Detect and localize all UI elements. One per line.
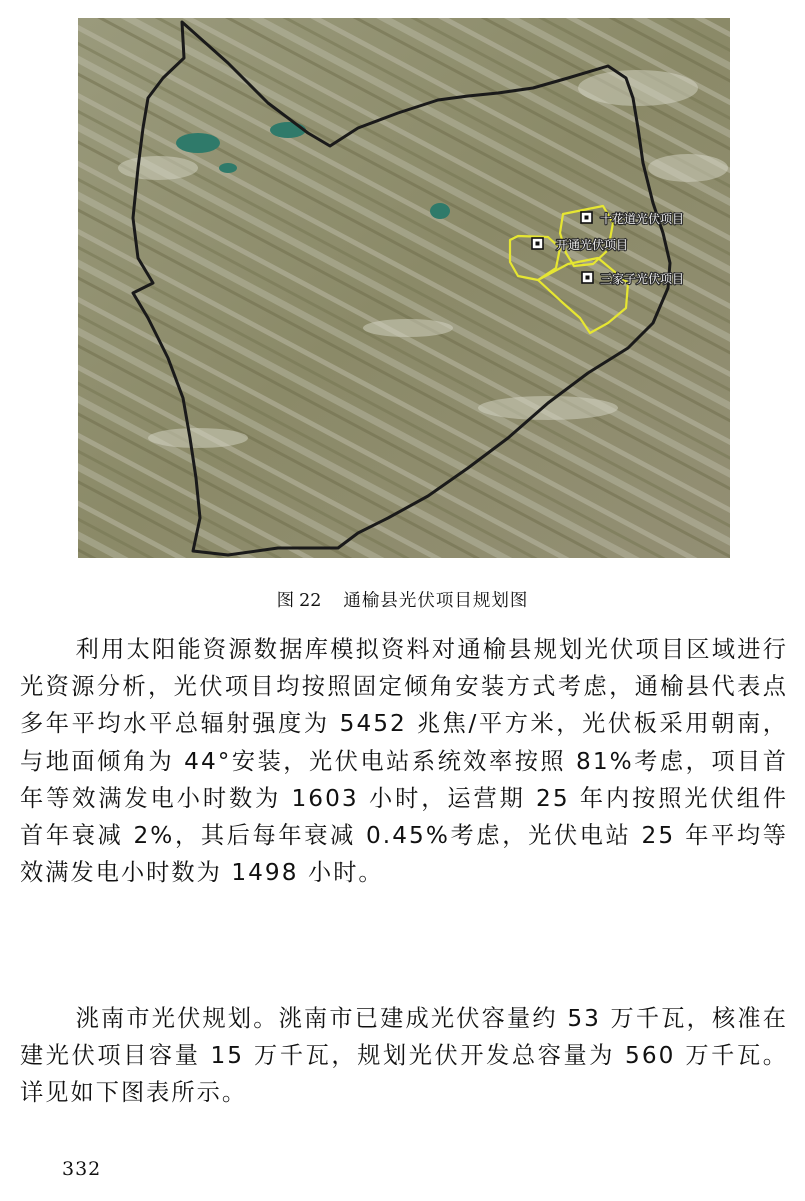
map-label-kaitong: 开通光伏项目 (556, 238, 629, 252)
caption-title: 通榆县光伏项目规划图 (343, 591, 529, 611)
figure-caption (0, 587, 805, 612)
lake (176, 133, 220, 153)
body-paragraph-2: 洮南市光伏规划。洮南市已建成光伏容量约 53 万千瓦，核准在建光伏项目容量 15 万千瓦，规划光伏开发总容量为 560 万千瓦。详见如下图表所示。 (20, 1005, 788, 1107)
satellite-map (78, 18, 730, 558)
page-number: 332 (62, 1158, 102, 1180)
lake (219, 163, 237, 173)
map-label-sanjiazi: 三家子光伏项目 (600, 272, 685, 286)
map-graphic (78, 18, 730, 558)
lake (270, 122, 306, 138)
map-label-shihuadao: 十花道光伏项目 (600, 212, 685, 226)
lake (430, 203, 450, 219)
caption-prefix: 图 (276, 591, 296, 611)
caption-number: 22 (299, 591, 322, 611)
body-paragraph-1: 利用太阳能资源数据库模拟资料对通榆县规划光伏项目区域进行光资源分析，光伏项目均按照固定倾角安装方式考虑，通榆县代表点多年平均水平总辐射强度为 5452 兆焦/平方米，光伏板采用朝南，与地面倾角为 44°安装，光伏电站系统效率按照 81%考虑，项目首年等效满发电小时数为 1603 小时，运营期 25 年内按照光伏组件首年衰减 2%，其后每年衰减 0.45%考虑，光伏电站 25 年平均等效满发电小时数为 1498 小时。 (20, 636, 788, 887)
